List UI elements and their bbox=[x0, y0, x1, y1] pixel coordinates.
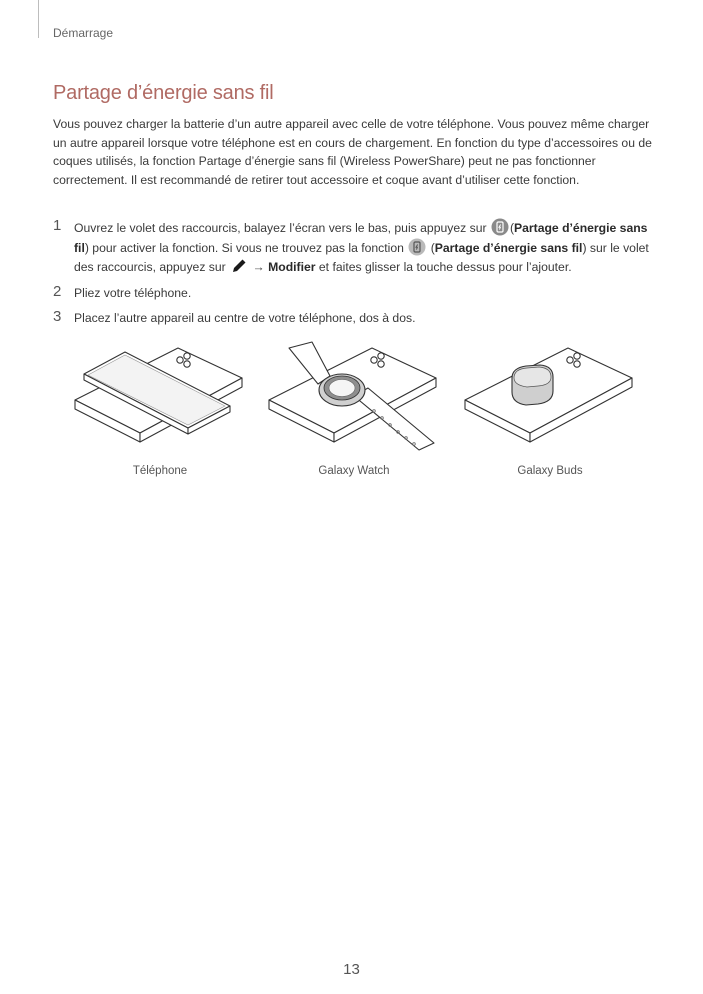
figure-caption: Galaxy Buds bbox=[517, 465, 583, 477]
step-1 bbox=[53, 218, 653, 277]
illustration-phone-on-phone bbox=[70, 338, 250, 453]
step-body: Pliez votre téléphone. bbox=[74, 286, 192, 300]
step-2 bbox=[53, 284, 653, 303]
feature-name: Partage d’énergie sans fil bbox=[434, 240, 583, 255]
step-text: ) sur le volet des raccourcis, appuyez sur bbox=[74, 240, 649, 274]
step-body bbox=[74, 218, 653, 277]
step-number: 1 bbox=[53, 217, 62, 234]
wireless-powershare-icon bbox=[408, 238, 426, 256]
feature-name: Partage d’énergie sans fil bbox=[74, 221, 648, 255]
figure-row bbox=[0, 338, 703, 488]
figure-caption: Galaxy Watch bbox=[318, 465, 390, 477]
figure-phone bbox=[70, 338, 250, 477]
section-title: Partage d’énergie sans fil bbox=[53, 82, 274, 104]
page-number: 13 bbox=[343, 961, 360, 978]
step-text: ( bbox=[430, 240, 435, 255]
pencil-icon bbox=[230, 257, 248, 275]
illustration-buds-on-phone bbox=[460, 338, 640, 453]
step-text: Ouvrez le volet des raccourcis, balayez l’écran vers le bas, puis appuyez sur bbox=[74, 221, 487, 235]
figure-galaxy-buds bbox=[460, 338, 640, 477]
step-3 bbox=[53, 309, 653, 328]
step-text: et faites glisser la touche dessus pour l’ajouter. bbox=[318, 260, 572, 274]
menu-option: Modifier bbox=[268, 260, 316, 274]
wireless-powershare-icon bbox=[491, 218, 509, 236]
step-number: 2 bbox=[53, 283, 62, 300]
arrow-icon: → bbox=[252, 260, 265, 274]
illustration-watch-on-phone bbox=[264, 338, 444, 453]
margin-rule bbox=[38, 0, 39, 38]
figure-caption: Téléphone bbox=[132, 465, 188, 477]
step-number: 3 bbox=[53, 308, 62, 325]
step-text: ( bbox=[509, 221, 514, 235]
intro-paragraph: Vous pouvez charger la batterie d’un autre appareil avec celle de votre téléphone. Vous pouvez même charger un autre appareil lorsque votre téléphone est en cours de chargement. En fonction du type d’accessoires ou de coques utilisés, la fonction Partage d’énergie sans fil (Wireless PowerShare) peut ne pas fonctionner correctement. Il est recommandé de retirer tout accessoire et coque avant d’utiliser cette fonction. bbox=[53, 117, 652, 187]
running-header: Démarrage bbox=[53, 26, 114, 40]
figure-galaxy-watch bbox=[264, 338, 444, 477]
step-text: ) pour activer la fonction. Si vous ne trouvez pas la fonction bbox=[84, 240, 404, 255]
step-body: Placez l’autre appareil au centre de votre téléphone, dos à dos. bbox=[74, 311, 416, 325]
